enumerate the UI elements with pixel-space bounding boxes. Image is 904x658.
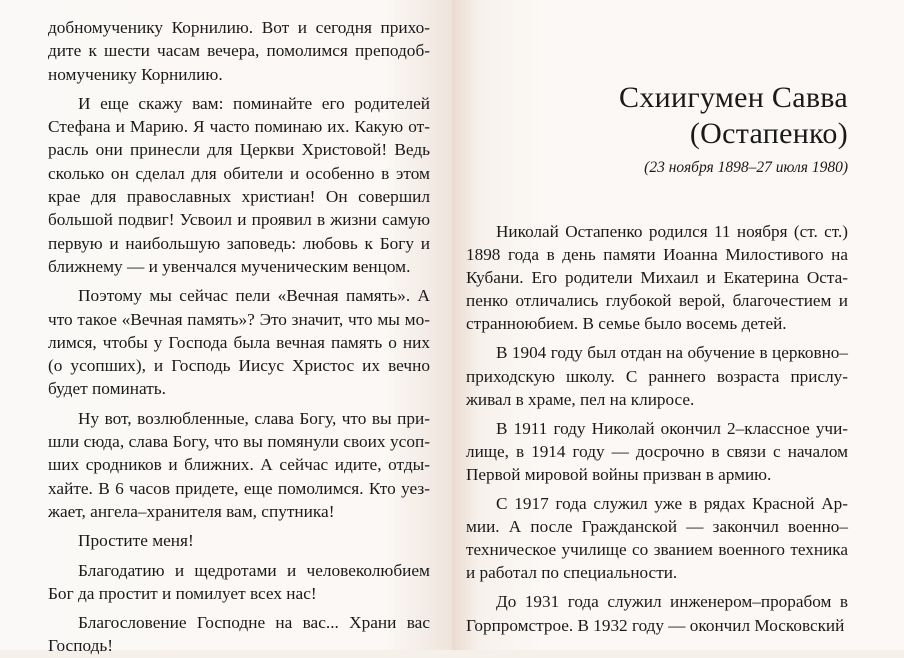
right-paragraph-2: В 1904 году был отдан на обучение в церковно–приходскую школу. С раннего возраста прислуживал в храме, пел на клиросе. bbox=[466, 343, 848, 409]
right-paragraph-1: Николай Остапенко родился 11 ноября (ст. ст.) 1898 года в день памяти Иоанна Милостивого на Кубани. Его родители Михаил и Екатерина Остапенко отличались глубокой верой, благочестием и странноюбием. В семье было восемь детей. bbox=[466, 222, 848, 334]
left-paragraph-5: Простите меня! bbox=[78, 531, 194, 551]
right-paragraph-5: До 1931 года служил инженером–прорабом в Горпромстрое. В 1932 году — окончил Московский bbox=[466, 592, 848, 635]
chapter-title bbox=[466, 80, 848, 152]
chapter-title-name: Схиигумен Савва bbox=[619, 81, 848, 114]
biography-text bbox=[466, 220, 848, 637]
right-paragraph-3: В 1911 году Николай окончил 2–классное училище, в 1914 году — досрочно в связи с началом Первой мировой войны призван в армию. bbox=[466, 418, 848, 484]
left-paragraph-3: Поэтому мы сейчас пели «Вечная память». А что такое «Вечная память»? Это значит, что мы молимся, чтобы у Господа была вечная память о них (о усопших), и Господь Иисус Христос их вечно будет поминать. bbox=[48, 286, 430, 399]
left-paragraph-1: добномученику Корнилию. Вот и сегодня приходите к шести часам вечера, помолимся преподобномученику Корнилию. bbox=[48, 18, 430, 84]
left-paragraph-6: Благодатию и щедротами и человеколюбием Бог да простит и помилует всех нас! bbox=[48, 560, 430, 603]
right-page bbox=[452, 0, 904, 650]
left-paragraph-2: И еще скажу вам: поминайте его родителей Стефана и Марию. Я часто поминаю их. Какую отрасль они принесли для Церкви Христовой! Ведь сколько он сделал для обители и особенно в этом крае для православных христиан! Он совершил большой подвиг! Усвоил и проявил в жизни самую первую и наибольшую заповедь: любовь к Богу и ближнему — и увенчался мученическим венцом. bbox=[48, 93, 430, 276]
right-paragraph-4: С 1917 года служил уже в рядах Красной Армии. А после Гражданской — закончил военно–техническое училище со званием военного техника и работал по специальности. bbox=[466, 494, 848, 583]
left-page bbox=[0, 0, 452, 656]
life-dates: (23 ноября 1898–27 июля 1980) bbox=[644, 159, 848, 176]
chapter-title-surname: (Остапенко) bbox=[689, 117, 848, 150]
left-paragraph-4: Ну вот, возлюбленные, слава Богу, что вы пришли сюда, слава Богу, что вы помянули своих усопших сродников и ближних. А сейчас идите, отдыхайте. В 6 часов придете, еще помолимся. Кто уезжает, ангела–хранителя вам, спутника! bbox=[48, 408, 430, 521]
left-paragraph-7: Благословение Господне на вас... Храни вас Господь! bbox=[48, 613, 430, 656]
